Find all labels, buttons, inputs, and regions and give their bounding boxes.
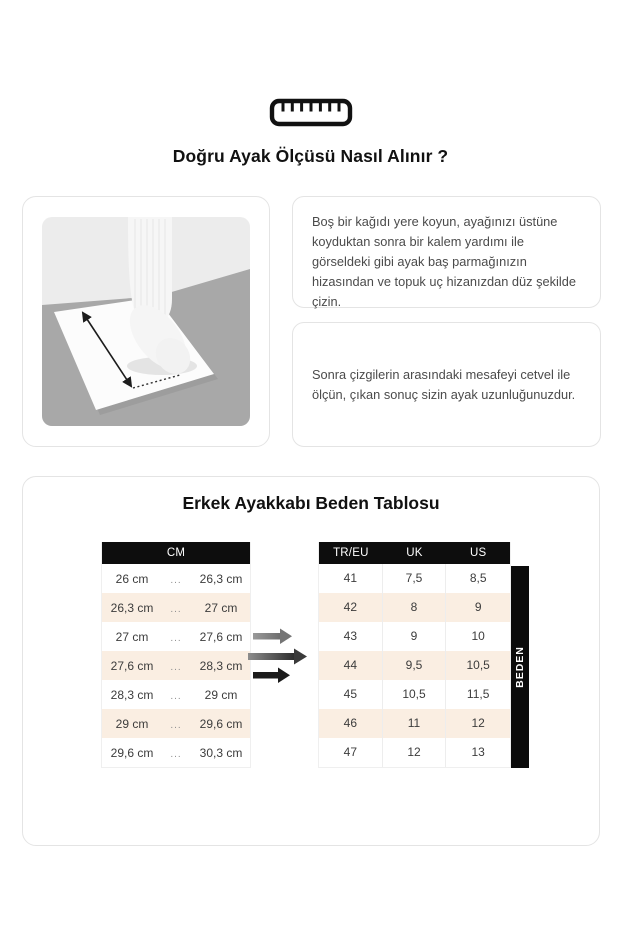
- us-cell: 9: [474, 600, 482, 614]
- arrow-bottom: [253, 668, 290, 684]
- size-row: [319, 709, 510, 738]
- cm-row: [102, 738, 250, 767]
- cm-from: 27,6 cm: [110, 658, 154, 673]
- beden-vertical-bar: [511, 566, 529, 768]
- range-dots: ...: [170, 604, 182, 615]
- us-cell: 10,5: [466, 658, 490, 672]
- tr-eu-cell: 43: [319, 622, 383, 651]
- cm-from: 28,3 cm: [110, 687, 154, 702]
- cm-from: 29,6 cm: [110, 745, 154, 760]
- step-2-card: [292, 322, 601, 447]
- step-2-text: Sonra çizgilerin arasındaki mesafeyi cetvel ile ölçün, çıkan sonuç sizin ayak uzunluğunuzdur.: [312, 366, 576, 402]
- tr-eu-cell: 44: [319, 651, 383, 680]
- us-cell: 10: [471, 629, 485, 643]
- us-cell: 8,5: [469, 571, 487, 585]
- measure-title: Doğru Ayak Ölçüsü Nasıl Alınır ?: [172, 146, 449, 166]
- range-dots: ...: [170, 720, 182, 731]
- tr-eu-header: TR/EU: [333, 547, 369, 559]
- range-dots: ...: [170, 575, 182, 586]
- cm-row: [102, 709, 250, 738]
- tr-eu-cell: 47: [319, 738, 383, 767]
- uk-cell: 11: [383, 709, 447, 738]
- us-cell: 13: [471, 745, 485, 759]
- size-table-header: [319, 542, 510, 564]
- size-row: [319, 564, 510, 593]
- uk-cell: 8: [383, 593, 447, 622]
- cm-from: 27 cm: [115, 629, 149, 644]
- cm-to: 29 cm: [204, 687, 238, 702]
- size-row: [319, 738, 510, 767]
- us-cell: 11,5: [466, 687, 490, 701]
- us-cell: 12: [471, 716, 485, 730]
- cm-header-label: CM: [166, 547, 186, 559]
- size-row: [319, 622, 510, 651]
- size-row: [319, 593, 510, 622]
- tr-eu-cell: 46: [319, 709, 383, 738]
- cm-to: 27 cm: [204, 600, 238, 615]
- tr-eu-cell: 42: [319, 593, 383, 622]
- cm-to: 30,3 cm: [199, 745, 243, 760]
- cm-row: [102, 593, 250, 622]
- cm-to: 28,3 cm: [199, 658, 243, 673]
- uk-cell: 10,5: [383, 680, 447, 709]
- conversion-arrows-icon: [246, 627, 312, 690]
- uk-cell: 9: [383, 622, 447, 651]
- range-dots: ...: [170, 662, 182, 673]
- range-dots: ...: [170, 633, 182, 644]
- cm-table-header: [102, 542, 250, 564]
- us-header: US: [469, 547, 487, 559]
- cm-to: 27,6 cm: [199, 629, 243, 644]
- beden-label: BEDEN: [514, 646, 527, 688]
- foot-measurement-illustration: [42, 217, 250, 426]
- cm-row: [102, 651, 250, 680]
- cm-row: [102, 564, 250, 593]
- size-row: [319, 680, 510, 709]
- size-chart-card: [22, 476, 600, 846]
- cm-table: [101, 542, 251, 768]
- cm-to: 26,3 cm: [199, 571, 243, 586]
- range-dots: ...: [170, 691, 182, 702]
- uk-cell: 7,5: [383, 564, 447, 593]
- tr-eu-cell: 41: [319, 564, 383, 593]
- size-row: [319, 651, 510, 680]
- uk-cell: 9,5: [383, 651, 447, 680]
- arrow-top: [253, 629, 292, 645]
- ruler-icon-svg: [269, 97, 353, 128]
- ruler-icon: [0, 97, 621, 133]
- range-dots: ...: [170, 749, 182, 760]
- cm-row: [102, 622, 250, 651]
- uk-header: UK: [406, 547, 423, 559]
- foot-photo-card: [22, 196, 270, 447]
- cm-from: 29 cm: [115, 716, 149, 731]
- cm-from: 26,3 cm: [110, 600, 154, 615]
- step-1-card: [292, 196, 601, 308]
- size-table: [318, 542, 511, 768]
- cm-to: 29,6 cm: [199, 716, 243, 731]
- cm-row: [102, 680, 250, 709]
- tr-eu-cell: 45: [319, 680, 383, 709]
- size-chart-title: Erkek Ayakkabı Beden Tablosu: [182, 493, 440, 513]
- uk-cell: 12: [383, 738, 447, 767]
- foot-illustration-svg: [42, 217, 250, 426]
- step-1-text: Boş bir kağıdı yere koyun, ayağınızı üstüne koyduktan sonra bir kalem yardımı ile görseldeki gibi ayak baş parmağınızın hizasından ve topuk uç hizanızdan düz şekilde çizin.: [312, 214, 576, 309]
- cm-from: 26 cm: [115, 571, 149, 586]
- arrow-middle: [248, 649, 307, 665]
